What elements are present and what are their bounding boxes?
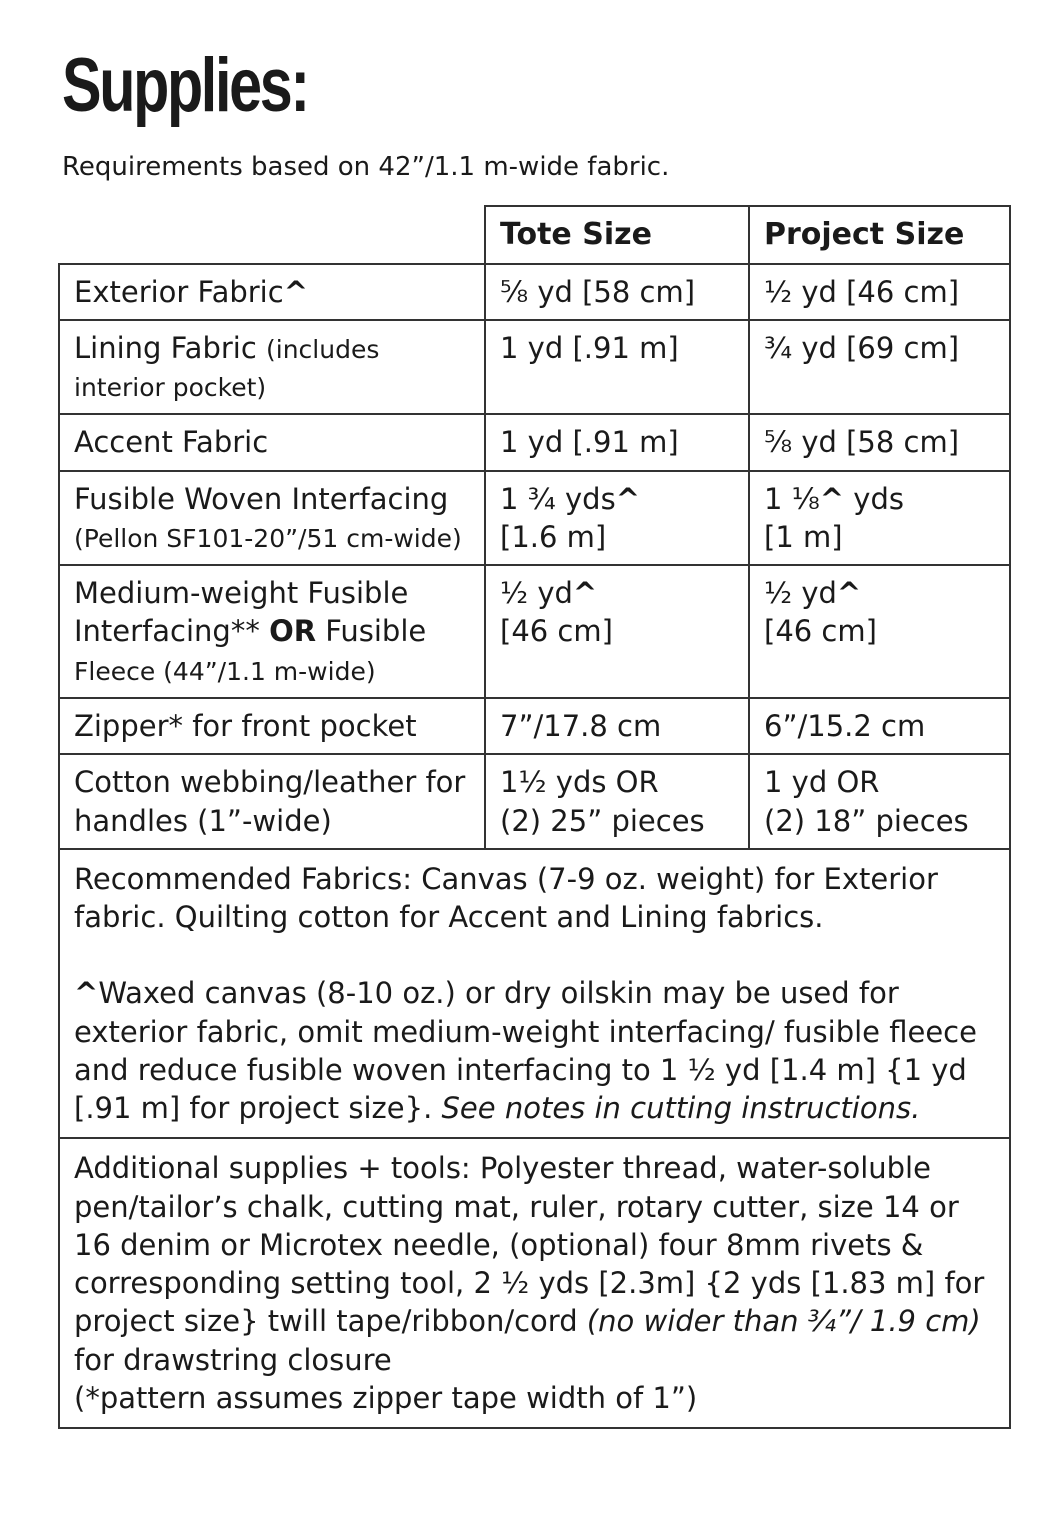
waxed-canvas-note bbox=[74, 974, 995, 1127]
tote-amount: 1 ¾ yds bbox=[500, 481, 616, 516]
caret-mark: ^ bbox=[74, 976, 99, 1011]
tote-cell bbox=[485, 754, 749, 849]
project-metric: [1 m] bbox=[764, 519, 843, 554]
item-cell bbox=[59, 565, 485, 698]
tote-metric: [1.6 m] bbox=[500, 519, 607, 554]
caret-mark: ^ bbox=[615, 481, 640, 516]
additional-italic: (no wider than ¾”/ 1.9 cm) bbox=[586, 1304, 981, 1339]
header-project-size: Project Size bbox=[749, 206, 1010, 264]
item-label: Exterior Fabric bbox=[74, 274, 284, 309]
project-cell: ⅝ yd [58 cm] bbox=[749, 414, 1010, 470]
item-cell: Zipper* for front pocket bbox=[59, 698, 485, 754]
additional-supplies bbox=[74, 1149, 995, 1417]
additional-row bbox=[59, 1138, 1010, 1428]
tote-cell: 7”/17.8 cm bbox=[485, 698, 749, 754]
tote-amount: 1½ yds OR bbox=[500, 765, 659, 800]
project-cell: ½ yd [46 cm] bbox=[749, 264, 1010, 320]
page-subtitle: Requirements based on 42”/1.1 m-wide fabric. bbox=[62, 152, 670, 182]
header-row bbox=[59, 206, 1010, 264]
tote-cell bbox=[485, 471, 749, 566]
item-cell bbox=[59, 320, 485, 415]
table-row bbox=[59, 414, 1010, 470]
project-cell bbox=[749, 565, 1010, 698]
waxed-text: Waxed canvas (8-10 oz.) or dry oilskin may be used for exterior fabric, omit medium-weight interfacing/ fusible fleece and reduce fusible woven interfacing to 1 ½ yd [1.4 m] {1 yd [.91 m] for project size}. bbox=[74, 976, 977, 1126]
project-cell bbox=[749, 754, 1010, 849]
project-amount: ½ yd bbox=[764, 576, 837, 611]
table-row bbox=[59, 754, 1010, 849]
item-cell: Accent Fabric bbox=[59, 414, 485, 470]
tote-pieces: (2) 25” pieces bbox=[500, 803, 705, 838]
caret-mark: ^ bbox=[819, 481, 845, 516]
tote-cell: 1 yd [.91 m] bbox=[485, 320, 749, 415]
additional-text-b: for drawstring closure bbox=[74, 1342, 392, 1377]
caret-mark: ^ bbox=[572, 576, 598, 611]
table-row bbox=[59, 264, 1010, 320]
tote-amount: ½ yd bbox=[500, 576, 573, 611]
project-pieces: (2) 18” pieces bbox=[764, 803, 969, 838]
item-cell: Cotton webbing/leather for handles (1”-wide) bbox=[59, 754, 485, 849]
project-cell bbox=[749, 471, 1010, 566]
item-cell bbox=[59, 264, 485, 320]
tote-cell bbox=[485, 565, 749, 698]
header-blank bbox=[59, 206, 485, 264]
item-label: Medium-weight Fusible Interfacing** bbox=[74, 576, 409, 649]
item-label: Lining Fabric bbox=[74, 330, 257, 365]
caret-mark: ^ bbox=[283, 274, 308, 309]
waxed-italic: See notes in cutting instructions. bbox=[441, 1091, 921, 1126]
project-amount: 1 ⅛ bbox=[764, 481, 820, 516]
project-metric: [46 cm] bbox=[764, 614, 877, 649]
notes-row bbox=[59, 849, 1010, 1139]
item-label-b: Fusible bbox=[316, 614, 427, 649]
item-note: (includes interior pocket) bbox=[74, 334, 380, 403]
tote-metric: [46 cm] bbox=[500, 614, 613, 649]
item-label: Fusible Woven Interfacing bbox=[74, 481, 449, 516]
tote-cell: 1 yd [.91 m] bbox=[485, 414, 749, 470]
supplies-table bbox=[58, 205, 1011, 1429]
tote-cell: ⅝ yd [58 cm] bbox=[485, 264, 749, 320]
page-title: Supplies: bbox=[62, 43, 308, 128]
project-cell: 6”/15.2 cm bbox=[749, 698, 1010, 754]
item-cell bbox=[59, 471, 485, 566]
project-amount: 1 yd OR bbox=[764, 765, 880, 800]
item-note: (Pellon SF101-20”/51 cm-wide) bbox=[74, 523, 462, 553]
additional-text: Additional supplies + tools: Polyester thread, water-soluble pen/tailor’s chalk, cutting mat, ruler, rotary cutter, size 14 or 16 denim or Microtex needle, (optional) four 8mm rivets & corresponding setting tool, 2 ½ yds [2.3m] {2 yds [1.83 m] for project size} twill tape/ribbon/cord bbox=[74, 1151, 985, 1339]
notes-cell bbox=[59, 849, 1010, 1139]
table-row bbox=[59, 565, 1010, 698]
table-row bbox=[59, 320, 1010, 415]
header-tote-size: Tote Size bbox=[485, 206, 749, 264]
project-cell: ¾ yd [69 cm] bbox=[749, 320, 1010, 415]
table-row bbox=[59, 471, 1010, 566]
table-row bbox=[59, 698, 1010, 754]
caret-mark: ^ bbox=[836, 576, 862, 611]
project-unit: yds bbox=[844, 481, 904, 516]
item-note: Fleece (44”/1.1 m-wide) bbox=[74, 656, 376, 686]
recommended-fabrics: Recommended Fabrics: Canvas (7-9 oz. weight) for Exterior fabric. Quilting cotton for Accent and Lining fabrics. bbox=[74, 861, 938, 935]
or-label: OR bbox=[269, 614, 317, 649]
zipper-note: (*pattern assumes zipper tape width of 1”) bbox=[74, 1380, 698, 1415]
additional-cell bbox=[59, 1138, 1010, 1428]
